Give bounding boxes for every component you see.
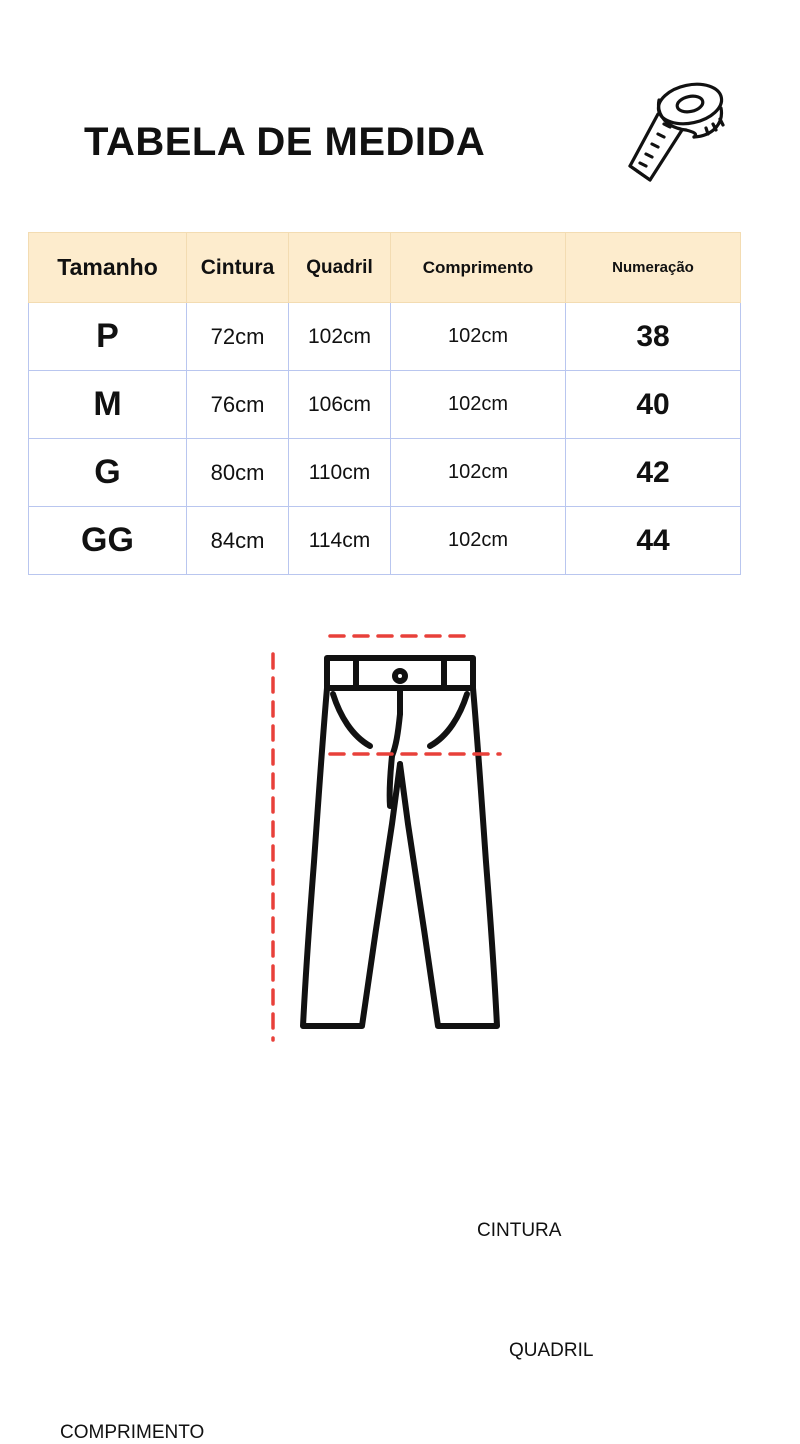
cell-size: GG (29, 507, 187, 575)
cell-size: G (29, 439, 187, 507)
measurement-diagram (0, 596, 800, 1443)
cell-length: 102cm (391, 371, 566, 439)
cell-number: 42 (566, 439, 741, 507)
cell-number: 40 (566, 371, 741, 439)
table-row (29, 439, 741, 507)
table-header (29, 233, 741, 303)
cell-length: 102cm (391, 303, 566, 371)
column-header-tamanho: Tamanho (29, 233, 187, 303)
cell-waist: 72cm (187, 303, 289, 371)
column-header-cintura: Cintura (187, 233, 289, 303)
cell-waist: 76cm (187, 371, 289, 439)
cell-number: 38 (566, 303, 741, 371)
label-cintura: CINTURA (477, 1220, 562, 1241)
column-header-numeracao: Numeração (566, 233, 741, 303)
table-header-row (29, 233, 741, 303)
cell-waist: 84cm (187, 507, 289, 575)
label-comprimento: COMPRIMENTO (60, 1422, 205, 1443)
cell-size: M (29, 371, 187, 439)
size-table-container (28, 232, 740, 575)
cell-hip: 106cm (289, 371, 391, 439)
column-header-comprimento: Comprimento (391, 233, 566, 303)
cell-length: 102cm (391, 439, 566, 507)
table-row (29, 303, 741, 371)
cell-hip: 114cm (289, 507, 391, 575)
table-row (29, 371, 741, 439)
cell-number: 44 (566, 507, 741, 575)
page-title: TABELA DE MEDIDA (84, 120, 486, 164)
measuring-tape-icon (612, 70, 752, 210)
cell-length: 102cm (391, 507, 566, 575)
table-body (29, 303, 741, 575)
cell-size: P (29, 303, 187, 371)
label-quadril: QUADRIL (509, 1340, 594, 1361)
column-header-quadril: Quadril (289, 233, 391, 303)
pants-icon (303, 658, 497, 1026)
cell-hip: 110cm (289, 439, 391, 507)
table-row (29, 507, 741, 575)
cell-waist: 80cm (187, 439, 289, 507)
size-table (28, 232, 741, 575)
header (0, 0, 800, 230)
cell-hip: 102cm (289, 303, 391, 371)
